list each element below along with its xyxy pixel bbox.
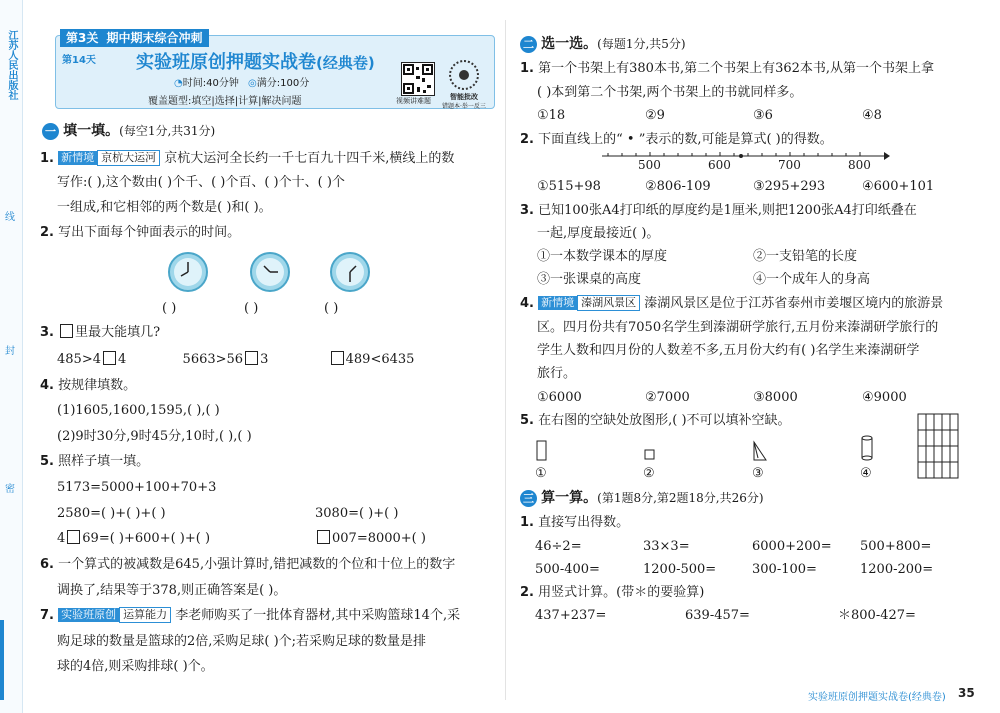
calc-item: 33×3=	[643, 539, 690, 554]
question-text: 一个算式的被减数是645,小强计算时,错把减数的个位和十位上的数字	[58, 557, 456, 572]
question-text: 第一个书架上有380本书,第二个书架上有362本书,从第一个书架上拿	[538, 61, 935, 76]
question-number: 2.	[40, 225, 54, 240]
s2-q4-line3: 学生人数和四月份的人数差不多,五月份大约有( )名学生来溱湖研学	[537, 343, 920, 358]
s1-q5-row2a: 2580=( )+( )+( )	[57, 506, 166, 521]
section3-note: (第1题8分,第2题18分,共26分)	[597, 491, 764, 505]
stage-badge-title: 期中期末综合冲刺	[106, 31, 203, 45]
s3-q1-line	[520, 514, 629, 532]
q3-item-2: 5663>56	[182, 352, 244, 367]
small-square-icon	[644, 449, 656, 461]
s2-q3-line2: 一起,厚度最接近( )。	[537, 226, 660, 241]
calc-item: 500-400=	[535, 562, 600, 577]
option[interactable]: ②7000	[645, 390, 690, 405]
option[interactable]: ③	[752, 466, 764, 481]
calc-item: 500+800=	[860, 539, 932, 554]
section1-title: 填一填。	[63, 123, 120, 139]
context-topic-tag: 溱湖风景区	[577, 295, 640, 311]
s3-q2-line	[520, 584, 704, 602]
calc-item: 6000+200=	[752, 539, 832, 554]
binding-mark-line: 线	[5, 212, 15, 223]
question-number: 4.	[40, 378, 54, 393]
binding-mark-seal: 封	[5, 346, 15, 357]
blank-box[interactable]	[103, 351, 116, 365]
smart-grading-logo	[449, 60, 479, 90]
s1-q7-line3: 球的4倍,则采购排球( )个。	[57, 659, 214, 674]
s1-q2-line	[40, 224, 240, 242]
blank-box[interactable]	[245, 351, 258, 365]
day-label: 第14天	[62, 55, 96, 66]
option[interactable]: ①515+98	[537, 179, 601, 194]
q3-item-2b: 3	[260, 352, 269, 367]
s1-q5-example: 5173=5000+100+70+3	[57, 480, 217, 495]
blank-box[interactable]	[67, 530, 80, 544]
s2-q1-line1	[520, 60, 934, 78]
option[interactable]: ②806-109	[645, 179, 711, 194]
blank-box[interactable]	[60, 324, 73, 338]
binding-strip	[0, 0, 23, 713]
q3-item-1: 485>4	[57, 352, 101, 367]
original-tag: 实验班原创	[58, 608, 119, 622]
question-text: 按规律填数。	[58, 378, 137, 393]
clock-answer-blank[interactable]: ( )	[244, 301, 259, 316]
question-number: 1.	[40, 151, 54, 166]
calc-item: 46÷2=	[535, 539, 582, 554]
qr-caption: 视频讲难题	[396, 97, 431, 105]
s2-q3-line1	[520, 202, 917, 220]
s1-q5-row3a	[57, 530, 210, 548]
q5-digit: 4	[57, 531, 66, 546]
question-number: 2.	[520, 585, 534, 600]
section1-header	[42, 122, 215, 141]
vertical-calc-item: ＊800-427=	[838, 608, 916, 623]
q3-item-1b: 4	[117, 352, 127, 367]
clock-icon: ◔	[174, 78, 183, 89]
option[interactable]: ①6000	[537, 390, 582, 405]
section1-number: 一	[42, 123, 59, 140]
option[interactable]: ①18	[537, 108, 566, 123]
publisher-label: 江苏人民出版社	[6, 30, 17, 100]
section2-note: (每题1分,共5分)	[597, 37, 686, 51]
s1-q4-sub1: (1)1605,1600,1595,( ),( )	[57, 403, 220, 418]
s2-q4-line4: 旅行。	[537, 366, 577, 381]
question-number: 6.	[40, 557, 54, 572]
option[interactable]: ④一个成年人的身高	[753, 272, 871, 287]
question-text: 照样子填一填。	[58, 454, 150, 469]
qr-code-icon[interactable]	[401, 62, 435, 96]
stage-badge	[60, 29, 209, 47]
s1-q5-row2b: 3080=( )+( )	[315, 506, 399, 521]
question-number: 2.	[520, 132, 534, 147]
q5-row3-text: 69=( )+600+( )+( )	[82, 531, 211, 546]
question-number: 5.	[520, 413, 534, 428]
s1-q4-sub2: (2)9时30分,9时45分,10时,( ),( )	[57, 429, 252, 444]
option[interactable]: ①	[535, 466, 547, 481]
blank-box[interactable]	[331, 351, 344, 365]
smart-grading-caption: 智能批改	[450, 93, 478, 101]
s2-q2-line	[520, 131, 833, 149]
binding-mark-secret: 密	[5, 484, 15, 495]
s1-q1-line2: 写作:( ),这个数由( )个千、( )个百、( )个十、( )个	[57, 175, 345, 190]
vertical-calc-item: 639-457=	[685, 608, 750, 623]
clock-face-icon	[168, 252, 208, 292]
question-text: 下面直线上的“ • ”表示的数,可能是算式( )的得数。	[538, 132, 833, 147]
s1-q7-line2: 购足球的数量是篮球的2倍,采购足球( )个;若采购足球的数量是排	[57, 634, 427, 649]
section2-title: 选一选。	[541, 36, 598, 52]
option[interactable]: ④9000	[862, 390, 907, 405]
blank-box[interactable]	[317, 530, 330, 544]
number-line-tick-label: 700	[778, 158, 801, 172]
s2-q4-line2: 区。四月份共有7050名学生到溱湖研学旅行,五月份来溱湖研学旅行的	[537, 320, 939, 335]
question-number: 3.	[40, 325, 54, 340]
s1-q5-line	[40, 453, 149, 471]
new-context-tag: 新情境	[538, 296, 577, 310]
section3-header	[520, 489, 764, 508]
calc-item: 1200-500=	[643, 562, 717, 577]
time-score	[174, 74, 309, 89]
question-text: 在右图的空缺处放图形,( )不可以填补空缺。	[538, 413, 791, 428]
section1-note: (每空1分,共31分)	[119, 124, 216, 138]
option[interactable]: ③295+293	[753, 179, 826, 194]
s1-q1-line1	[40, 150, 454, 168]
s1-q3-items	[57, 351, 414, 369]
page-divider	[505, 20, 506, 700]
footer-title: 实验班原创押题实战卷(经典卷)	[808, 692, 946, 703]
main-title-suffix: (经典卷)	[316, 54, 375, 72]
s1-q7-line1	[40, 607, 460, 625]
section3-number: 三	[520, 490, 537, 507]
s2-q4-line1	[520, 295, 943, 313]
clock-face-icon	[330, 252, 370, 292]
main-title-text: 实验班原创押题实战卷	[136, 52, 316, 73]
s1-q6-line1	[40, 556, 455, 574]
number-line-tick-label: 600	[708, 158, 731, 172]
option[interactable]: ①一本数学课本的厚度	[537, 249, 668, 264]
score-label: 满分:100分	[256, 78, 310, 89]
clock-answer-blank[interactable]: ( )	[162, 301, 177, 316]
calc-item: 300-100=	[752, 562, 817, 577]
q5-row3c-text: 007=8000+( )	[332, 531, 426, 546]
s1-q6-line2: 调换了,结果等于378,则正确答案是( )。	[57, 583, 287, 598]
calc-item: 1200-200=	[860, 562, 934, 577]
number-line-tick-label: 800	[848, 158, 871, 172]
clock-face-icon	[250, 252, 290, 292]
number-line-tick-label: 500	[638, 158, 661, 172]
option[interactable]: ②一支铅笔的长度	[753, 249, 858, 264]
q3-item-3: 489<6435	[345, 352, 415, 367]
header-banner	[55, 31, 495, 110]
s1-q1-line3: 一组成,和它相邻的两个数是( )和( )。	[57, 200, 272, 215]
page-number: 35	[958, 686, 975, 700]
new-context-tag: 新情境	[58, 151, 97, 165]
question-number: 3.	[520, 203, 534, 218]
question-text: 里最大能填几?	[75, 325, 161, 340]
triangular-prism-icon	[752, 440, 768, 462]
main-title	[136, 48, 375, 74]
s1-q5-row3c	[315, 530, 426, 548]
clock-answer-blank[interactable]: ( )	[324, 301, 339, 316]
section2-number: 二	[520, 36, 537, 53]
score-icon: ◎	[248, 78, 257, 89]
topics-label: 覆盖题型:填空|选择|计算|解决问题	[148, 96, 302, 107]
s2-q5-line	[520, 412, 791, 430]
s1-q3-line	[40, 324, 160, 342]
question-number: 7.	[40, 608, 54, 623]
mistake-book-caption: 错题本·举一反三	[442, 103, 486, 110]
option[interactable]: ②	[643, 466, 655, 481]
option[interactable]: ③8000	[753, 390, 798, 405]
question-text: 京杭大运河全长约一千七百九十四千米,横线上的数	[164, 151, 455, 166]
question-text: 用竖式计算。(带＊的要验算)	[538, 585, 705, 600]
s1-q4-line	[40, 377, 136, 395]
question-number: 1.	[520, 61, 534, 76]
option[interactable]: ③6	[753, 108, 773, 123]
vertical-calc-item: 437+237=	[535, 608, 607, 623]
grid-figure-icon	[917, 413, 959, 479]
question-text: 写出下面每个钟面表示的时间。	[58, 225, 241, 240]
question-number: 1.	[520, 515, 534, 530]
cylinder-icon	[860, 434, 874, 462]
s2-q1-line2: ( )本到第二个书架,两个书架上的书就同样多。	[537, 85, 803, 100]
context-topic-tag: 京杭大运河	[97, 150, 160, 166]
option[interactable]: ④8	[862, 108, 882, 123]
option[interactable]: ④600+101	[862, 179, 935, 194]
time-label: 时间:40分钟	[182, 78, 239, 89]
question-text: 直接写出得数。	[538, 515, 630, 530]
section2-header	[520, 35, 686, 54]
question-text: 李老师购买了一批体育器材,其中采购篮球14个,采	[175, 608, 461, 623]
tall-rectangle-icon	[536, 440, 548, 462]
option[interactable]: ③一张课桌的高度	[537, 272, 642, 287]
question-number: 5.	[40, 454, 54, 469]
question-text: 溱湖风景区是位于江苏省泰州市姜堰区境内的旅游景	[644, 296, 944, 311]
section3-title: 算一算。	[541, 490, 598, 506]
binding-bar	[0, 620, 4, 700]
stage-badge-label: 第3关	[66, 31, 99, 45]
question-text: 已知100张A4打印纸的厚度约是1厘米,则把1200张A4打印纸叠在	[538, 203, 917, 218]
option[interactable]: ②9	[645, 108, 665, 123]
option[interactable]: ④	[860, 466, 872, 481]
question-number: 4.	[520, 296, 534, 311]
ability-tag: 运算能力	[119, 607, 171, 623]
